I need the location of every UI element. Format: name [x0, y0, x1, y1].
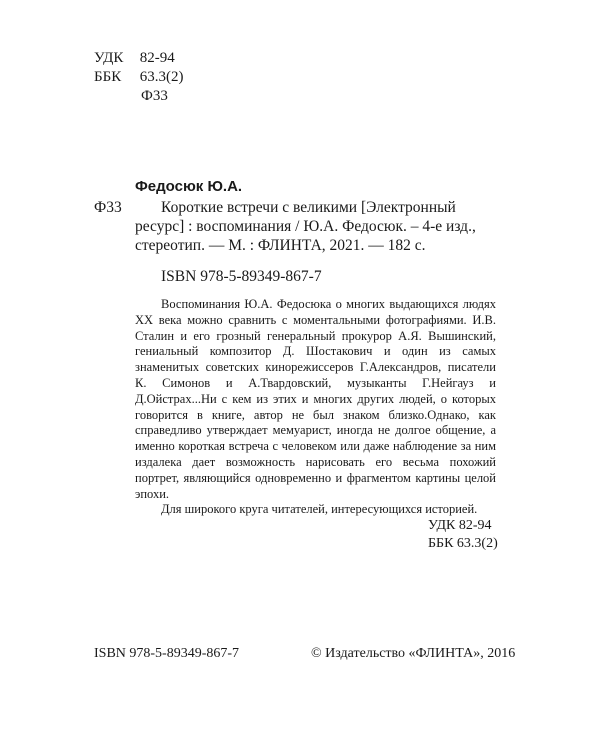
- entry-title-line-3: стереотип. — М. : ФЛИНТА, 2021. — 182 с.: [135, 237, 426, 254]
- annotation: [135, 297, 496, 518]
- udk-value: 82-94: [139, 50, 175, 66]
- bottom-codes: [428, 517, 498, 553]
- bottom-bbk: ББК 63.3(2): [428, 536, 498, 551]
- bbk-label: ББК: [94, 69, 122, 85]
- entry-author-mark: Ф33: [94, 199, 122, 216]
- udk-line: [94, 49, 184, 68]
- footer-isbn: ISBN 978-5-89349-867-7: [94, 646, 240, 661]
- entry-description: [135, 198, 502, 255]
- bottom-udk: УДК 82-94: [428, 518, 492, 533]
- udk-label: УДК: [94, 50, 124, 66]
- annotation-paragraph-1: Воспоминания Ю.А. Федосюка о многих выдающихся людях XX века можно сравнить с моментальными фотографиями. И.В. Сталин и его грозный генеральный прокурор А.Я. Вышинский, гениальный композитор Д. Шостакович и один из самых знаменитых советских кинорежиссеров Г.Александров, писатели К. Симонов и А.Твардовский, музыканты Г.Нейгауз и Д.Ойстрах...Ни с кем из этих и многих других людей, о которых говорится в книге, автор не был знаком близко.Однако, как справедливо утверждает мемуарист, иногда не долгое общение, а именно короткая встреча с человеком или даже наблюдение за ним издалека дает возможность нарисовать его весьма похожий портрет, являющийся одновременно и фрагментом картины целой эпохи.: [135, 297, 496, 501]
- entry-title-line-1: Короткие встречи с великими [Электронный: [161, 199, 456, 216]
- annotation-paragraph-2: Для широкого круга читателей, интересующихся историей.: [161, 502, 478, 517]
- entry-author: Федосюк Ю.А.: [135, 178, 243, 195]
- top-codes: [94, 49, 184, 106]
- author-mark-top: Ф33: [141, 88, 168, 104]
- entry-isbn: ISBN 978-5-89349-867-7: [161, 268, 322, 285]
- entry-title-line-2: ресурс] : воспоминания / Ю.А. Федосюк. – 4-е изд.,: [135, 218, 476, 235]
- bbk-line: [94, 68, 184, 87]
- bbk-value: 63.3(2): [139, 69, 184, 85]
- footer-copyright: © Издательство «ФЛИНТА», 2016: [311, 646, 516, 661]
